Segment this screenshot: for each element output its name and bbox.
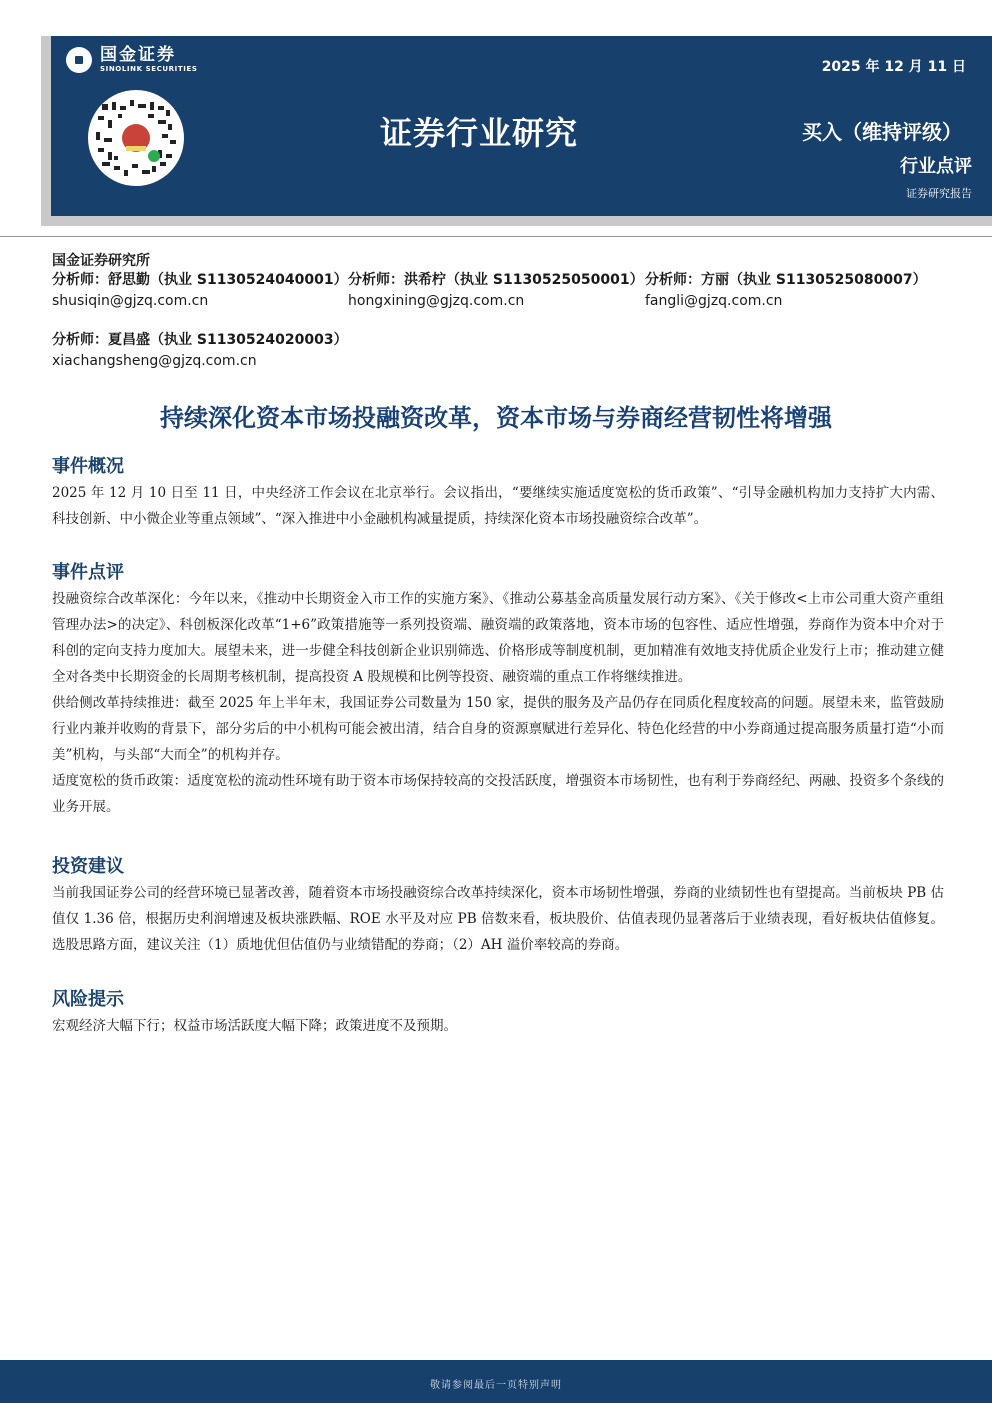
institute-name: 国金证券研究所 <box>52 253 150 269</box>
analyst-email[interactable]: fangli@gjzq.com.cn <box>645 293 783 309</box>
analyst-card <box>52 270 348 312</box>
paragraph: 投融资综合改革深化：今年以来，《推动中长期资金入市工作的实施方案》、《推动公募基金高质量发展行动方案》、《关于修改<上市公司重大资产重组管理办法>的决定》、科创板深化改革“1+6”政策措施等一系列投资端、融资端的政策落地，资本市场的包容性、适应性增强，券商作为资本中介对于科创的定向支持力度加大。展望未来，进一步健全科技创新企业识别筛选、价格形成等制度机制，更加精准有效地支持优质企业发行上市；推动建立健全对各类中长期资金的长周期考核机制，提高投资 A 股规模和比例等投资、融资端的重点工作将继续推进。 <box>52 591 944 685</box>
analyst-email[interactable]: hongxining@gjzq.com.cn <box>348 293 525 309</box>
header-divider <box>0 236 992 237</box>
section-heading: 风险提示 <box>52 989 124 1010</box>
paragraph: 当前我国证券公司的经营环境已显著改善，随着资本市场投融资综合改革持续深化，资本市场韧性增强，券商的业绩韧性也有望提高。当前板块 PB 估值仅 1.36 倍，根据历史利润增速及板块涨跌幅、ROE 水平及对应 PB 倍数来看，板块股价、估值表现仍显著落后于业绩表现，看好板块估值修复。选股思路方面，建议关注（1）质地优但估值仍与业绩错配的券商；（2）AH 溢价率较高的券商。 <box>52 885 944 953</box>
analyst-name: 分析师：方丽（执业 S1130525080007） <box>645 272 927 288</box>
paragraph: 供给侧改革持续推进：截至 2025 年上半年末，我国证券公司数量为 150 家，提供的服务及产品仍存在同质化程度较高的问题。展望未来，监管鼓励行业内兼并收购的背景下，部分劣后的中小机构可能会被出清，结合自身的资源禀赋进行差异化、特色化经营的中小券商通过提高服务质量打造“小而美”机构，与头部“大而全”的机构并存。 <box>52 695 944 763</box>
paragraph: 2025 年 12 月 10 日至 11 日，中央经济工作会议在北京举行。会议指出，“要继续实施适度宽松的货币政策”、“引导金融机构加力支持扩大内需、科技创新、中小微企业等重点领域”、“深入推进中小金融机构减量提质，持续深化资本市场投融资综合改革”。 <box>52 485 944 527</box>
qr-code-icon <box>88 90 184 186</box>
section-event-comment <box>52 560 944 820</box>
analyst-card <box>645 270 927 312</box>
brand-logo <box>66 46 197 74</box>
analyst-name: 分析师：夏昌盛（执业 S1130524020003） <box>52 332 348 348</box>
section-heading: 投资建议 <box>52 856 124 877</box>
report-headline: 持续深化资本市场投融资改革，资本市场与券商经营韧性将增强 <box>160 404 832 432</box>
analyst-email[interactable]: shusiqin@gjzq.com.cn <box>52 293 209 309</box>
paragraph: 适度宽松的货币政策：适度宽松的流动性环境有助于资本市场保持较高的交投活跃度，增强资本市场韧性，也有利于券商经纪、两融、投资多个条线的业务开展。 <box>52 773 944 815</box>
report-category-label: 证券研究报告 <box>906 187 972 200</box>
report-date: 2025 年 12 月 11 日 <box>821 59 966 75</box>
paragraph: 宏观经济大幅下行；权益市场活跃度大幅下降；政策进度不及预期。 <box>52 1018 457 1034</box>
logo-name-cn: 国金证券 <box>100 45 176 65</box>
section-heading: 事件点评 <box>52 562 124 583</box>
analyst-card <box>348 270 644 312</box>
rating-label: 买入（维持评级） <box>802 120 962 144</box>
section-investment-advice <box>52 854 944 958</box>
analyst-card <box>52 330 348 372</box>
logo-mark-icon <box>66 47 92 73</box>
logo-name-en: SINOLINK SECURITIES <box>100 65 198 73</box>
analyst-email[interactable]: xiachangsheng@gjzq.com.cn <box>52 353 257 369</box>
footer-disclaimer-link[interactable]: 敬请参阅最后一页特别声明 <box>430 1380 562 1391</box>
report-type: 行业点评 <box>900 156 972 177</box>
section-event-overview <box>52 454 944 532</box>
analyst-name: 分析师：舒思勤（执业 S1130524040001） <box>52 272 348 288</box>
section-heading: 事件概况 <box>52 456 124 477</box>
report-title: 证券行业研究 <box>380 114 579 152</box>
analyst-name: 分析师：洪希柠（执业 S1130525050001） <box>348 272 644 288</box>
section-risk-warning <box>52 987 944 1039</box>
